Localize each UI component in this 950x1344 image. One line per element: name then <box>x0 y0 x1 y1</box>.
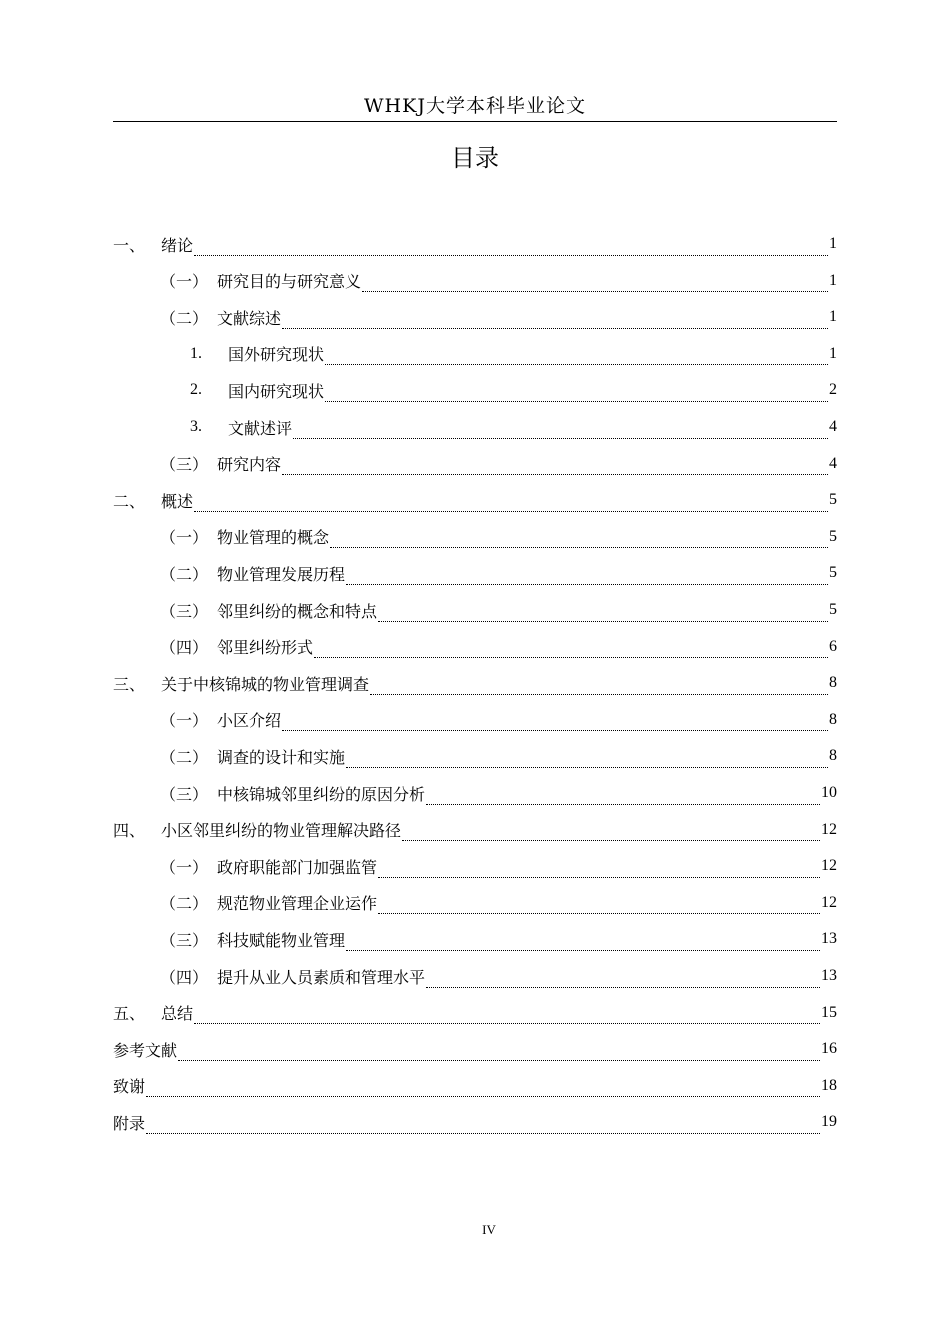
toc-entry-page: 12 <box>821 857 837 875</box>
toc-entry[interactable] <box>113 812 837 848</box>
toc-entry-title: 邻里纠纷的概念和特点 <box>217 601 378 621</box>
toc-entry[interactable] <box>160 555 837 591</box>
toc-entry[interactable] <box>113 1031 837 1067</box>
toc-entry-number: 三、 <box>113 674 146 694</box>
toc-entry-page: 16 <box>821 1040 837 1058</box>
toc-entry-number: （四） <box>160 967 209 987</box>
toc-entry[interactable] <box>160 519 837 555</box>
toc-leader-dots <box>378 895 820 914</box>
toc-entry-page: 10 <box>821 784 837 801</box>
toc-entry-page: 12 <box>821 893 837 911</box>
toc-entry[interactable] <box>160 848 837 884</box>
toc-entry[interactable] <box>190 336 837 372</box>
toc-entry-number: （三） <box>160 455 209 475</box>
toc-entry-number: 3. <box>190 418 202 435</box>
toc-entry[interactable] <box>160 921 837 957</box>
toc-entry-number: 二、 <box>113 491 146 511</box>
toc-entry[interactable] <box>113 1068 837 1104</box>
toc-leader-dots <box>146 1078 820 1097</box>
toc-entry-page: 18 <box>821 1076 837 1094</box>
toc-entry-title: 小区介绍 <box>217 711 282 731</box>
toc-leader-dots <box>346 932 820 951</box>
toc-entry-page: 8 <box>829 747 837 765</box>
toc-leader-dots <box>362 273 828 292</box>
toc-entry-number: （二） <box>160 894 209 914</box>
toc-entry[interactable] <box>160 885 837 921</box>
toc-entry-title: 参考文献 <box>113 1040 178 1060</box>
toc-leader-dots <box>378 603 828 622</box>
toc-entry[interactable] <box>160 299 837 335</box>
toc-leader-dots <box>282 712 828 731</box>
toc-entry-number: （一） <box>160 528 209 548</box>
toc-entry-number: （二） <box>160 564 209 584</box>
toc-entry-number: （三） <box>160 930 209 950</box>
toc-entry-title: 小区邻里纠纷的物业管理解决路径 <box>161 821 402 841</box>
toc-entry-title: 调查的设计和实施 <box>217 747 346 767</box>
toc-entry-page: 2 <box>829 381 837 399</box>
toc-entry-page: 5 <box>829 527 837 545</box>
toc-entry-title: 国内研究现状 <box>228 381 325 401</box>
toc-entry-page: 15 <box>821 1003 837 1021</box>
toc-entry-title: 研究目的与研究意义 <box>217 272 362 292</box>
page-header: WHKJ大学本科毕业论文 <box>113 92 837 122</box>
toc-entry-page: 8 <box>829 710 837 728</box>
toc-entry-title: 邻里纠纷形式 <box>217 638 314 658</box>
toc-entry-title: 总结 <box>161 1004 194 1024</box>
toc-entry-page: 5 <box>829 491 837 509</box>
toc-entry-page: 1 <box>829 308 837 326</box>
toc-leader-dots <box>402 822 820 841</box>
toc-entry-title: 概述 <box>161 491 194 511</box>
toc-entry-title: 绪论 <box>161 235 194 255</box>
toc-entry[interactable] <box>160 592 837 628</box>
toc-entry-number: 五、 <box>113 1004 146 1024</box>
toc-entry-page: 4 <box>829 418 837 435</box>
toc-entry-title: 国外研究现状 <box>228 345 325 365</box>
toc-leader-dots <box>330 529 828 548</box>
toc-entry-page: 5 <box>829 601 837 618</box>
toc-entry-number: （三） <box>160 784 209 804</box>
toc-entry[interactable] <box>160 738 837 774</box>
toc-entry-number: （三） <box>160 601 209 621</box>
toc-entry-number: （一） <box>160 857 209 877</box>
toc-leader-dots <box>282 310 828 329</box>
toc-entry[interactable] <box>113 995 837 1031</box>
toc-leader-dots <box>146 1115 820 1134</box>
toc-entry-title: 研究内容 <box>217 455 282 475</box>
toc-entry-title: 政府职能部门加强监管 <box>217 857 378 877</box>
toc-leader-dots <box>314 639 828 658</box>
toc-entry-title: 物业管理的概念 <box>217 528 330 548</box>
toc-entry-title: 物业管理发展历程 <box>217 564 346 584</box>
toc-entry-page: 1 <box>829 271 837 289</box>
toc-entry[interactable] <box>113 1104 837 1140</box>
toc-leader-dots <box>293 420 828 439</box>
toc-leader-dots <box>346 566 828 585</box>
toc-entry[interactable] <box>160 775 837 811</box>
page-number: IV <box>482 1222 496 1237</box>
toc-leader-dots <box>194 1005 820 1024</box>
toc-entry-page: 13 <box>821 967 837 984</box>
toc-entry-number: 2. <box>190 381 202 399</box>
toc-entry-title: 提升从业人员素质和管理水平 <box>217 967 426 987</box>
toc-entry-number: （四） <box>160 638 209 658</box>
toc-entry-title: 中核锦城邻里纠纷的原因分析 <box>217 784 426 804</box>
toc-entry-page: 4 <box>829 454 837 472</box>
toc-entry-page: 8 <box>829 674 837 692</box>
toc-entry[interactable] <box>113 665 837 701</box>
toc-entry-number: （一） <box>160 272 209 292</box>
toc-leader-dots <box>325 383 828 402</box>
toc-entry-number: （二） <box>160 308 209 328</box>
toc-entry[interactable] <box>160 629 837 665</box>
toc-entry-page: 1 <box>829 344 837 362</box>
toc-entry-number: （二） <box>160 747 209 767</box>
toc-leader-dots <box>346 749 828 768</box>
toc-entry-page: 13 <box>821 930 837 948</box>
toc-entry-page: 6 <box>829 637 837 655</box>
toc-entry[interactable] <box>113 482 837 518</box>
toc-entry-title: 附录 <box>113 1113 146 1133</box>
toc-entry[interactable] <box>160 446 837 482</box>
toc-entry[interactable] <box>160 702 837 738</box>
toc-entry-page: 1 <box>829 235 837 252</box>
toc-entry-number: 一、 <box>113 235 146 255</box>
toc-leader-dots <box>426 786 820 805</box>
toc-entry-title: 致谢 <box>113 1077 146 1097</box>
toc-entry-title: 科技赋能物业管理 <box>217 930 346 950</box>
toc-title: 目录 <box>451 144 499 172</box>
toc-entry[interactable] <box>190 409 837 445</box>
toc-leader-dots <box>378 859 820 878</box>
toc-leader-dots <box>325 346 828 365</box>
toc-entry-title: 文献综述 <box>217 308 282 328</box>
toc-entry[interactable] <box>160 263 837 299</box>
toc-entry[interactable] <box>113 226 837 262</box>
toc-leader-dots <box>370 676 828 695</box>
toc-entry-title: 规范物业管理企业运作 <box>217 894 378 914</box>
toc-entry-title: 关于中核锦城的物业管理调查 <box>161 674 370 694</box>
toc-leader-dots <box>194 237 828 256</box>
toc-entry-page: 12 <box>821 820 837 838</box>
toc-entry[interactable] <box>190 372 837 408</box>
toc-entry-title: 文献述评 <box>228 418 293 438</box>
toc-leader-dots <box>282 456 828 475</box>
toc-entry-page: 5 <box>829 564 837 582</box>
toc-leader-dots <box>194 493 828 512</box>
toc-entry-number: 1. <box>190 344 202 362</box>
toc-entry-page: 19 <box>821 1113 837 1131</box>
toc-entry[interactable] <box>160 958 837 994</box>
toc-entry-number: （一） <box>160 711 209 731</box>
toc-leader-dots <box>426 969 820 988</box>
toc-entry-number: 四、 <box>113 821 146 841</box>
toc-leader-dots <box>178 1042 820 1061</box>
